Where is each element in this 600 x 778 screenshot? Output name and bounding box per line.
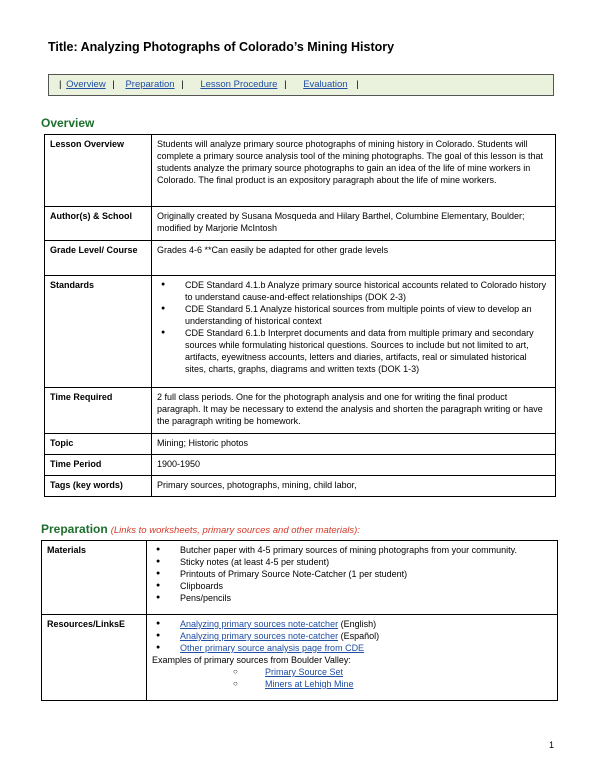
link-suffix: (English) (338, 619, 377, 629)
table-row (45, 455, 556, 476)
examples-label: Examples of primary sources from Boulder Valley: (152, 655, 351, 665)
table-row (45, 241, 556, 276)
table-row (45, 388, 556, 434)
overview-table (44, 134, 556, 497)
primary-source-set-link[interactable]: Primary Source Set (265, 667, 344, 677)
preparation-heading-text: Preparation (41, 522, 108, 536)
nav-link-lesson-procedure[interactable]: Lesson Procedure (200, 79, 278, 90)
list-item (180, 630, 552, 642)
nav-separator: | (284, 79, 287, 90)
list-item (180, 642, 552, 654)
list-item: ● CDE Standard 5.1 Analyze historical sources from multiple points of view to develop an understanding of historical context (185, 303, 550, 327)
row-value (147, 615, 558, 701)
nav-link-preparation[interactable]: Preparation (125, 79, 175, 90)
standards-list (157, 279, 550, 375)
table-row (42, 541, 558, 615)
list-item: ● CDE Standard 4.1.b Analyze primary source historical accounts related to Colorado history to understand cause-and-effect relationships (DOK 2-3) (185, 279, 550, 303)
nav-link-overview[interactable]: Overview (66, 79, 106, 90)
row-label: Lesson Overview (45, 135, 152, 207)
overview-heading: Overview (41, 116, 95, 130)
note-catcher-english-link[interactable]: Analyzing primary sources note-catcher (180, 619, 339, 629)
list-item: ● Printouts of Primary Source Note-Catcher (1 per student) (180, 568, 552, 580)
row-label: Time Period (45, 455, 152, 476)
row-label: Grade Level/ Course (45, 241, 152, 276)
materials-list (152, 544, 552, 604)
row-label: Topic (45, 434, 152, 455)
table-row (45, 276, 556, 388)
row-value: Primary sources, photographs, mining, child labor, (152, 476, 556, 497)
list-item: ● Clipboards (180, 580, 552, 592)
list-item: ● Pens/pencils (180, 592, 552, 604)
row-value (147, 541, 558, 615)
examples-list (152, 666, 552, 690)
row-value: Grades 4-6 **Can easily be adapted for other grade levels (152, 241, 556, 276)
list-item: ● Sticky notes (at least 4-5 per student) (180, 556, 552, 568)
list-item: ● CDE Standard 6.1.b Interpret documents and data from multiple primary and secondary sources while formulating historical questions. Sources to include but not limited to art, artifacts, eyewitness accounts, letters and diaries, artifacts, real or simulated historical sites, charts, graphs, diagrams and written texts (DOK 1-3) (185, 327, 550, 375)
row-label: Resources/LinksE (42, 615, 147, 701)
row-value: Mining; Historic photos (152, 434, 556, 455)
preparation-heading (41, 522, 360, 536)
row-label: Materials (42, 541, 147, 615)
list-item (265, 678, 552, 690)
note-catcher-spanish-link[interactable]: Analyzing primary sources note-catcher (180, 631, 339, 641)
nav-separator: | (181, 79, 184, 90)
row-value (152, 276, 556, 388)
section-nav (48, 74, 554, 96)
list-item (265, 666, 552, 678)
nav-separator: | (112, 79, 115, 90)
cde-analysis-link[interactable]: Other primary source analysis page from CDE (180, 643, 365, 653)
list-item (180, 618, 552, 630)
table-row (42, 615, 558, 701)
table-row (45, 135, 556, 207)
resources-list (152, 618, 552, 654)
row-label: Standards (45, 276, 152, 388)
row-label: Author(s) & School (45, 207, 152, 241)
miners-lehigh-link[interactable]: Miners at Lehigh Mine (265, 679, 354, 689)
link-suffix: (Español) (338, 631, 380, 641)
row-label: Tags (key words) (45, 476, 152, 497)
page-number: 1 (549, 740, 555, 750)
table-row (45, 476, 556, 497)
row-value: Students will analyze primary source photographs of mining history in Colorado. Students will complete a primary source analysis tool of the mining photographs. The goal of this lesson is that students analyze the primary source photographs to gain an idea of the life of mine workers in Colorado. The final product is an expository paragraph about the life of mine workers. (152, 135, 556, 207)
nav-separator: | (59, 79, 62, 90)
row-value: 2 full class periods. One for the photograph analysis and one for writing the final product paragraph. It may be necessary to extend the analysis and shorten the paragraph writing or have the paragraph writing be homework. (152, 388, 556, 434)
preparation-table (41, 540, 558, 701)
document-title: Title: Analyzing Photographs of Colorado’s Mining History (48, 40, 395, 54)
nav-separator: | (356, 79, 359, 90)
nav-link-evaluation[interactable]: Evaluation (303, 79, 348, 90)
row-value: 1900-1950 (152, 455, 556, 476)
list-item: ● Butcher paper with 4-5 primary sources of mining photographs from your community. (180, 544, 552, 556)
table-row (45, 434, 556, 455)
preparation-note: (Links to worksheets, primary sources and other materials): (110, 525, 360, 536)
row-value: Originally created by Susana Mosqueda and Hilary Barthel, Columbine Elementary, Boulder; modified by Marjorie McIntosh (152, 207, 556, 241)
table-row (45, 207, 556, 241)
row-label: Time Required (45, 388, 152, 434)
